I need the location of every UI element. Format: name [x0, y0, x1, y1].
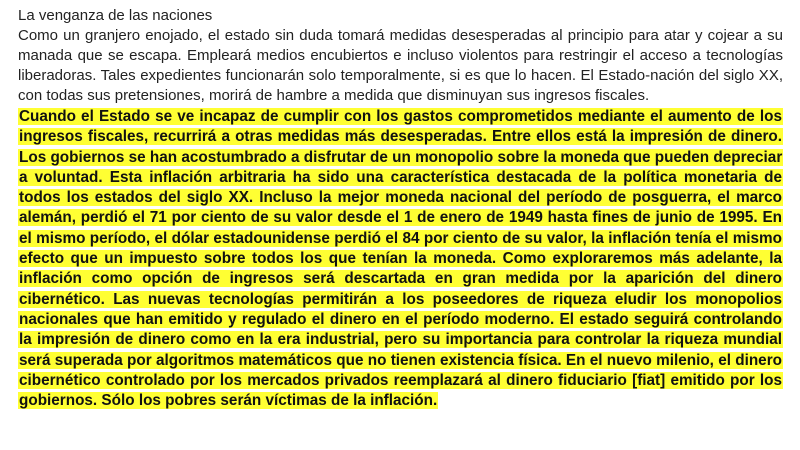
intro-paragraph: Como un granjero enojado, el estado sin duda tomará medidas desesperadas al principio para atar y cojear a su manada que se escapa. Empleará medios encubiertos e incluso violentos para restringir el acceso a tecnologías liberadoras. Tales expedientes funcionarán solo temporalmente, si es que lo hacen. El Estado-nación del siglo XX, con todas sus pretensiones, morirá de hambre a medida que disminuyan sus ingresos fiscales. — [18, 27, 783, 104]
document-page — [18, 6, 783, 411]
highlighted-paragraph — [18, 107, 783, 411]
highlighted-text: Cuando el Estado se ve incapaz de cumplir con los gastos comprometidos mediante el aumento de los ingresos fiscales, recurrirá a otras medidas más desesperadas. Entre ellos está la impresión de dinero. Los gobiernos se han acostumbrado a disfrutar de un monopolio sobre la moneda que pueden depreciar a voluntad. Esta inflación arbitraria ha sido una característica destacada de la política monetaria de todos los estados del siglo XX. Incluso la mejor moneda nacional del período de posguerra, el marco alemán, perdió el 71 por ciento de su valor desde el 1 de enero de 1949 hasta fines de junio de 1995. En el mismo período, el dólar estadounidense perdió el 84 por ciento de su valor, la inflación tenía el mismo efecto que un impuesto sobre todos los que tenían la moneda. Como exploraremos más adelante, la inflación como opción de ingresos será descartada en gran medida por la aparición del dinero cibernético. Las nuevas tecnologías permitirán a los poseedores de riqueza eludir los monopolios nacionales que han emitido y regulado el dinero en el período moderno. El estado seguirá controlando la impresión de dinero como en la era industrial, pero su importancia para controlar la riqueza mundial será superada por algoritmos matemáticos que no tienen existencia física. En el nuevo milenio, el dinero cibernético controlado por los mercados privados reemplazará al dinero fiduciario [fiat] emitido por los gobiernos. Sólo los pobres serán víctimas de la inflación. — [19, 108, 783, 410]
document-title: La venganza de las naciones — [18, 7, 213, 24]
